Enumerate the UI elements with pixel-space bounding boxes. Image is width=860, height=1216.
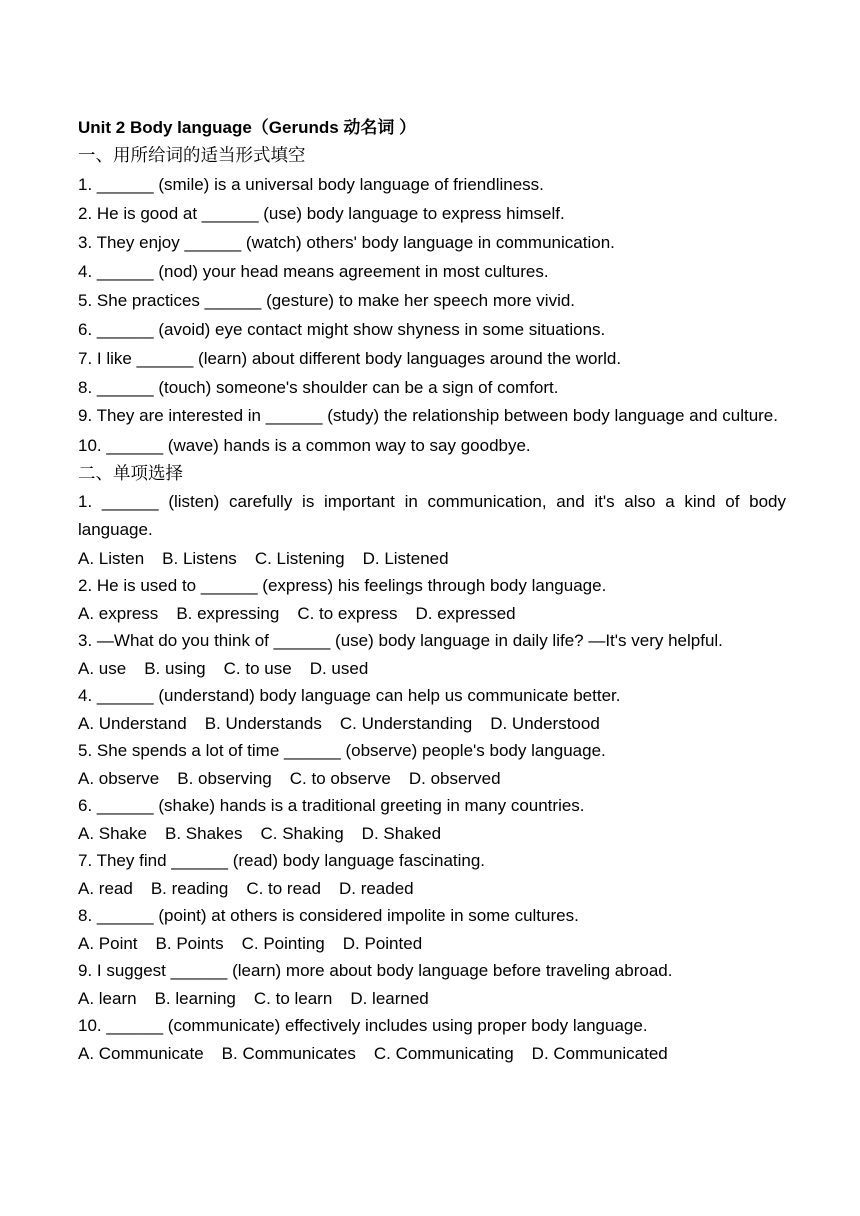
option-a: A. Listen [78, 548, 145, 568]
question-options [78, 820, 786, 848]
question-options [78, 765, 786, 793]
question-1 [78, 488, 786, 573]
option-a: A. Shake [78, 823, 147, 843]
question-stem: 2. He is used to ______ (express) his feelings through body language. [78, 576, 607, 595]
question-stem: 4. ______ (understand) body language can help us communicate better. [78, 686, 621, 705]
option-b: B. using [144, 658, 206, 678]
option-d: D. Understood [490, 713, 600, 733]
question-options [78, 875, 786, 903]
option-b: B. Listens [162, 548, 237, 568]
question-8 [78, 902, 786, 957]
option-d: D. readed [338, 878, 414, 898]
document-page [78, 114, 786, 1067]
question-stem: 7. They find ______ (read) body language fascinating. [78, 851, 486, 870]
question-stem: 10. ______ (communicate) effectively includes using proper body language. [78, 1016, 648, 1035]
question-stem: 5. She spends a lot of time ______ (observe) people's body language. [78, 741, 606, 760]
question-options [78, 1040, 786, 1068]
fill-in-item-2: 2. He is good at ______ (use) body language to express himself. [78, 204, 565, 223]
option-b: B. observing [177, 768, 272, 788]
fill-in-item-10: 10. ______ (wave) hands is a common way to say goodbye. [78, 435, 531, 455]
fill-in-item-3: 3. They enjoy ______ (watch) others' body language in communication. [78, 233, 615, 252]
fill-in-item-4: 4. ______ (nod) your head means agreement in most cultures. [78, 262, 549, 281]
option-d: D. Pointed [342, 933, 423, 953]
question-stem: 1. ______ (listen) carefully is important in communication, and it's also a kind of body language. [78, 491, 786, 539]
question-stem: 8. ______ (point) at others is considered impolite in some cultures. [78, 906, 579, 925]
fill-in-item-9: 9. They are interested in ______ (study) the relationship between body language and culture. [78, 406, 778, 425]
question-5 [78, 737, 786, 792]
option-d: D. Listened [362, 548, 449, 568]
question-stem: 6. ______ (shake) hands is a traditional greeting in many countries. [78, 796, 585, 815]
question-6 [78, 792, 786, 847]
option-b: B. reading [150, 878, 229, 898]
question-options [78, 930, 786, 958]
option-c: C. Shaking [260, 823, 344, 843]
question-2 [78, 572, 786, 627]
option-a: A. Understand [78, 713, 187, 733]
option-c: C. Pointing [241, 933, 325, 953]
fill-in-item-8: 8. ______ (touch) someone's shoulder can be a sign of comfort. [78, 378, 559, 397]
fill-in-list [78, 170, 786, 460]
option-a: A. express [78, 603, 159, 623]
option-d: D. expressed [415, 603, 516, 623]
fill-in-item-6: 6. ______ (avoid) eye contact might show shyness in some situations. [78, 320, 606, 339]
fill-in-item-1: 1. ______ (smile) is a universal body language of friendliness. [78, 175, 544, 194]
option-d: D. learned [350, 988, 429, 1008]
question-7 [78, 847, 786, 902]
option-c: C. to read [246, 878, 321, 898]
option-c: C. to learn [253, 988, 333, 1008]
question-options [78, 655, 786, 683]
option-d: D. used [309, 658, 369, 678]
question-9 [78, 957, 786, 1012]
option-a: A. Communicate [78, 1043, 204, 1063]
question-options [78, 600, 786, 628]
section-2-heading: 二、单项选择 [78, 463, 183, 484]
option-c: C. Communicating [373, 1043, 514, 1063]
option-d: D. Communicated [531, 1043, 668, 1063]
question-4 [78, 682, 786, 737]
option-c: C. to use [223, 658, 292, 678]
multiple-choice-list [78, 488, 786, 1068]
question-options [78, 985, 786, 1013]
fill-in-item-7: 7. I like ______ (learn) about different body languages around the world. [78, 349, 622, 368]
question-stem: 3. —What do you think of ______ (use) body language in daily life? —It's very helpful. [78, 631, 723, 650]
option-c: C. Listening [254, 548, 345, 568]
question-options [78, 710, 786, 738]
option-c: C. to express [297, 603, 398, 623]
fill-in-item-5: 5. She practices ______ (gesture) to make her speech more vivid. [78, 291, 576, 310]
option-b: B. Points [155, 933, 224, 953]
option-b: B. Communicates [221, 1043, 356, 1063]
option-c: C. to observe [289, 768, 391, 788]
option-a: A. use [78, 658, 127, 678]
question-10 [78, 1012, 786, 1067]
document-title: Unit 2 Body language（Gerunds 动名词 ） [78, 118, 417, 137]
question-3 [78, 627, 786, 682]
option-c: C. Understanding [339, 713, 473, 733]
option-a: A. read [78, 878, 133, 898]
question-stem: 9. I suggest ______ (learn) more about body language before traveling abroad. [78, 961, 673, 980]
option-a: A. observe [78, 768, 160, 788]
option-d: D. Shaked [361, 823, 442, 843]
option-b: B. Understands [204, 713, 322, 733]
option-b: B. Shakes [165, 823, 243, 843]
section-1-heading: 一、用所给词的适当形式填空 [78, 146, 306, 166]
option-a: A. Point [78, 933, 138, 953]
option-d: D. observed [408, 768, 501, 788]
question-options [78, 545, 786, 573]
option-b: B. expressing [176, 603, 280, 623]
option-a: A. learn [78, 988, 137, 1008]
option-b: B. learning [154, 988, 236, 1008]
